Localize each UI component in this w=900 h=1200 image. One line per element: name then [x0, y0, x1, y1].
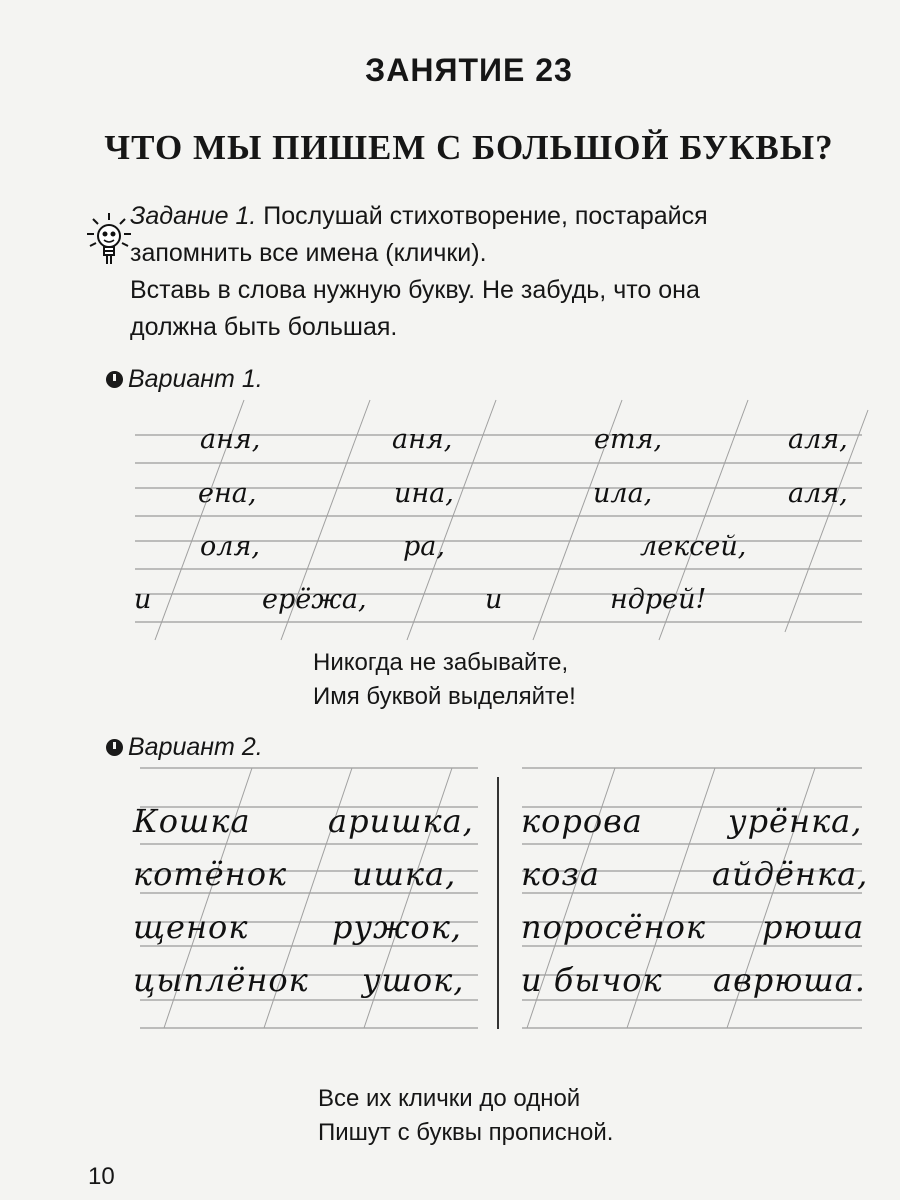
- poem-2-line-2: Пишут с буквы прописной.: [318, 1119, 614, 1146]
- v1-word: ина,: [394, 478, 454, 509]
- v2-word: ушок,: [362, 961, 465, 999]
- v2-word: корова: [521, 802, 643, 840]
- v2-word: и бычок: [521, 961, 663, 999]
- v2-word: щенок: [133, 908, 249, 946]
- v2-word: аришка,: [328, 802, 474, 840]
- v2-word: урёнка,: [728, 802, 863, 840]
- variant-dot-icon: [106, 739, 123, 756]
- v1-word: и: [134, 584, 152, 615]
- page-number: 10: [88, 1163, 115, 1190]
- task-line-3: Вставь в слова нужную букву. Не забудь, что она: [130, 276, 700, 304]
- v2-word: ружок,: [332, 908, 462, 946]
- v2-word: аврюша.: [713, 961, 866, 999]
- v2-word: ишка,: [352, 855, 457, 893]
- task-label: Задание 1.: [130, 202, 257, 230]
- v2-word: цыплёнок: [133, 961, 309, 999]
- lesson-title: ЗАНЯТИЕ 23: [365, 52, 573, 88]
- v2-word: котёнок: [133, 855, 288, 893]
- poem-2-line-1: Все их клички до одной: [318, 1085, 581, 1112]
- v2-word: поросёнок: [521, 908, 706, 946]
- v1-word: лексей,: [640, 531, 747, 562]
- v2-word: рюша: [762, 908, 865, 946]
- v1-word: аля,: [788, 478, 848, 509]
- column-divider: [497, 777, 499, 1029]
- variant-1-label: Вариант 1.: [128, 365, 263, 393]
- task-line-4: должна быть большая.: [130, 313, 398, 341]
- poem-1: [313, 646, 576, 714]
- variant-2-heading: [106, 733, 263, 762]
- v1-word: оля,: [200, 531, 260, 562]
- task-line-1: Послушай стихотворение, постарайся: [256, 202, 708, 230]
- v1-word: ена,: [198, 478, 257, 509]
- task-line-2: запомнить все имена (клички).: [130, 239, 487, 267]
- v2-word: Кошка: [133, 802, 251, 840]
- topic-title: ЧТО МЫ ПИШЕМ С БОЛЬШОЙ БУКВЫ?: [104, 128, 834, 167]
- v1-word: ндрей!: [610, 584, 707, 615]
- v1-word: ила,: [593, 478, 653, 509]
- v1-word: етя,: [594, 424, 663, 455]
- poem-1-line-2: Имя буквой выделяйте!: [313, 683, 576, 710]
- v1-word: аля,: [788, 424, 848, 455]
- v1-word: аня,: [200, 424, 261, 455]
- v2-word: коза: [521, 855, 600, 893]
- v1-word: и: [485, 584, 503, 615]
- poem-2: [318, 1082, 613, 1150]
- v1-word: ерёжа,: [262, 584, 367, 615]
- variant-2-label: Вариант 2.: [128, 733, 263, 761]
- v2-word: айдёнка,: [712, 855, 869, 893]
- poem-1-line-1: Никогда не забывайте,: [313, 649, 569, 676]
- v1-word: ра,: [403, 531, 445, 562]
- v1-word: аня,: [392, 424, 453, 455]
